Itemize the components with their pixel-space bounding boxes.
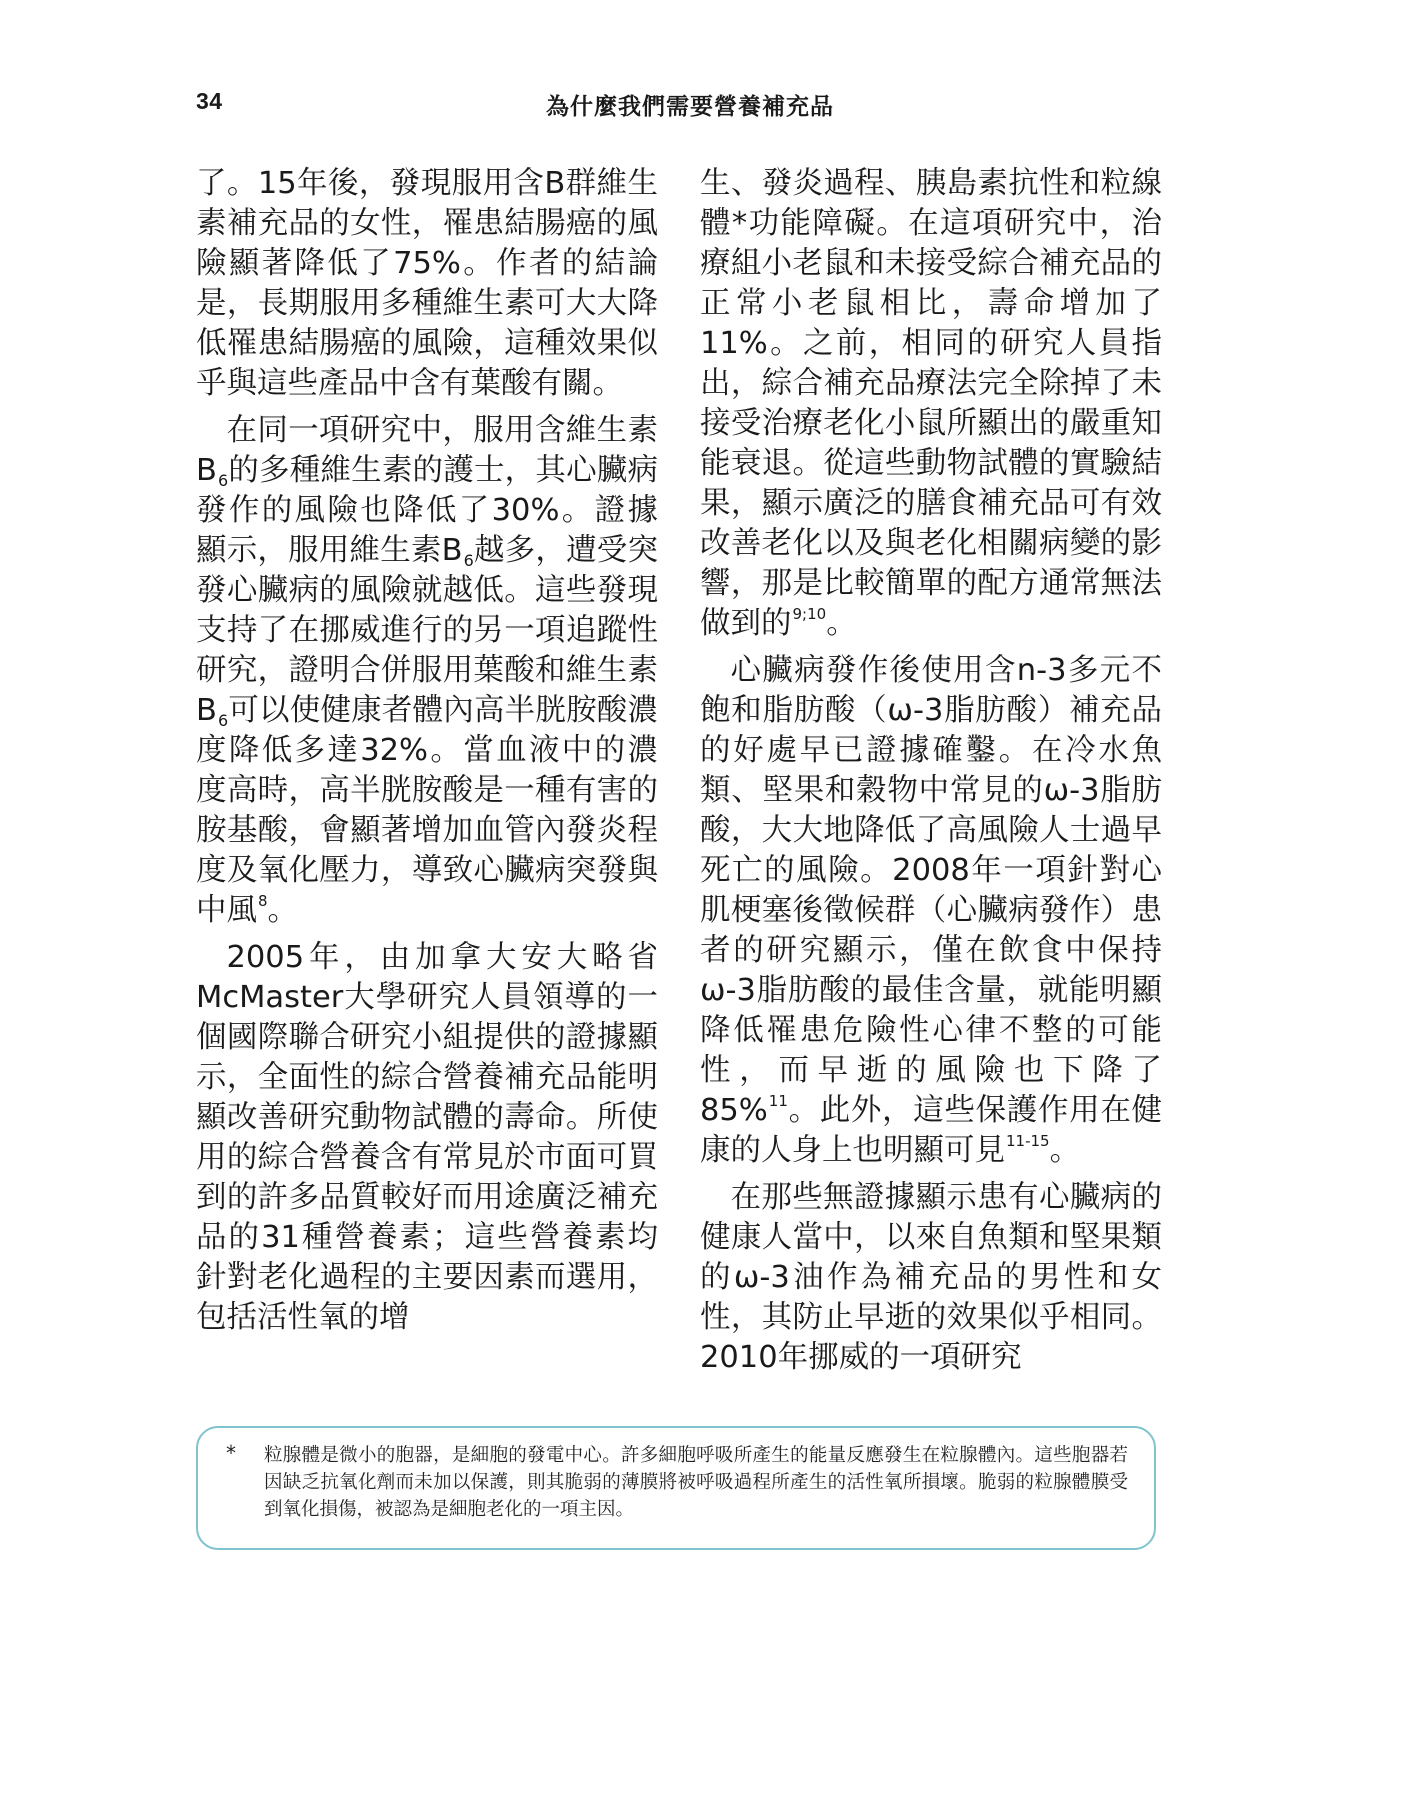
text-run: 心臟病發作後使用含n-3多元不飽和脂肪酸（ω-3脂肪酸）補充品的好處早已證據確鑿。在冷水魚類、堅果和穀物中常見的ω-3脂肪酸，大大地降低了高風險人士過早死亡的風險。2008年一項針對心肌梗塞後徵候群（心臟病發作）患者的研究顯示，僅在飲食中保持ω-3脂肪酸的最佳含量，就能明顯降低罹患危險性心律不整的可能性，而早逝的風險也下降了85%: [700, 653, 1162, 1128]
paragraph: [700, 651, 1162, 1171]
reference-marker: 9;10: [792, 605, 827, 623]
text-run: 越多，遭受突發心臟病的風險就越低。這些發現支持了在挪威進行的另一項追蹤性研究，證明合併服用葉酸和維生素B: [196, 533, 658, 728]
paragraph: 2005年，由加拿大安大略省McMaster大學研究人員領導的一個國際聯合研究小組提供的證據顯示，全面性的綜合營養補充品能明顯改善研究動物試體的壽命。所使用的綜合營養含有常見於市面可買到的許多品質較好而用途廣泛補充品的31種營養素；這些營養素均針對老化過程的主要因素而選用，包括活性氧的增: [196, 940, 658, 1335]
footnote-text: 粒腺體是微小的胞器，是細胞的發電中心。許多細胞呼吸所產生的能量反應發生在粒腺體內。這些胞器若因缺乏抗氧化劑而未加以保護，則其脆弱的薄膜將被呼吸過程所產生的活性氧所損壞。脆弱的粒腺體膜受到氧化損傷，被認為是細胞老化的一項主因。: [264, 1445, 1128, 1520]
text-run: 。此外，這些保護作用在健康的人身上也明顯可見: [700, 1093, 1162, 1168]
paragraph: [196, 411, 658, 931]
reference-marker: 11-15: [1006, 1132, 1050, 1150]
paragraph: 在那些無證據顯示患有心臟病的健康人當中，以來自魚類和堅果類的ω-3油作為補充品的男性和女性，其防止早逝的效果似乎相同。2010年挪威的一項研究: [700, 1180, 1162, 1375]
text-run: 在同一項研究中，服用含維生素B: [196, 413, 658, 488]
text-run: 。: [826, 606, 857, 641]
footnote-marker: *: [226, 1441, 236, 1465]
text-run: 。: [267, 893, 299, 928]
footnote-box: [196, 1426, 1156, 1550]
text-run: 。: [1049, 1133, 1081, 1168]
reference-marker: 11: [768, 1092, 788, 1110]
left-column: [196, 164, 658, 1345]
paragraph: [700, 164, 1162, 644]
subscript: 6: [463, 551, 474, 570]
running-head: 為什麼我們需要營養補充品: [546, 94, 834, 120]
text-run: 生、發炎過程、胰島素抗性和粒線體*功能障礙。在這項研究中，治療組小老鼠和未接受綜合補充品的正常小老鼠相比，壽命增加了11%。之前，相同的研究人員指出，綜合補充品療法完全除掉了未接受治療老化小鼠所顯出的嚴重知能衰退。從這些動物試體的實驗結果，顯示廣泛的膳食補充品可有效改善老化以及與老化相關病變的影響，那是比較簡單的配方通常無法做到的: [700, 166, 1162, 641]
right-column: [700, 164, 1162, 1385]
reference-marker: 8: [258, 892, 268, 910]
paragraph: 了。15年後，發現服用含B群維生素補充品的女性，罹患結腸癌的風險顯著降低了75%。作者的結論是，長期服用多種維生素可大大降低罹患結腸癌的風險，這種效果似乎與這些產品中含有葉酸有關。: [196, 166, 658, 401]
text-run: 可以使健康者體內高半胱胺酸濃度降低多達32%。當血液中的濃度高時，高半胱胺酸是一種有害的胺基酸，會顯著增加血管內發炎程度及氧化壓力，導致心臟病突發與中風: [196, 693, 658, 928]
subscript: 6: [217, 471, 229, 490]
page-number: 34: [196, 88, 223, 114]
subscript: 6: [217, 711, 229, 730]
text-run: 的多種維生素的護士，其心臟病發作的風險也降低了30%。證據顯示，服用維生素B: [196, 453, 658, 568]
